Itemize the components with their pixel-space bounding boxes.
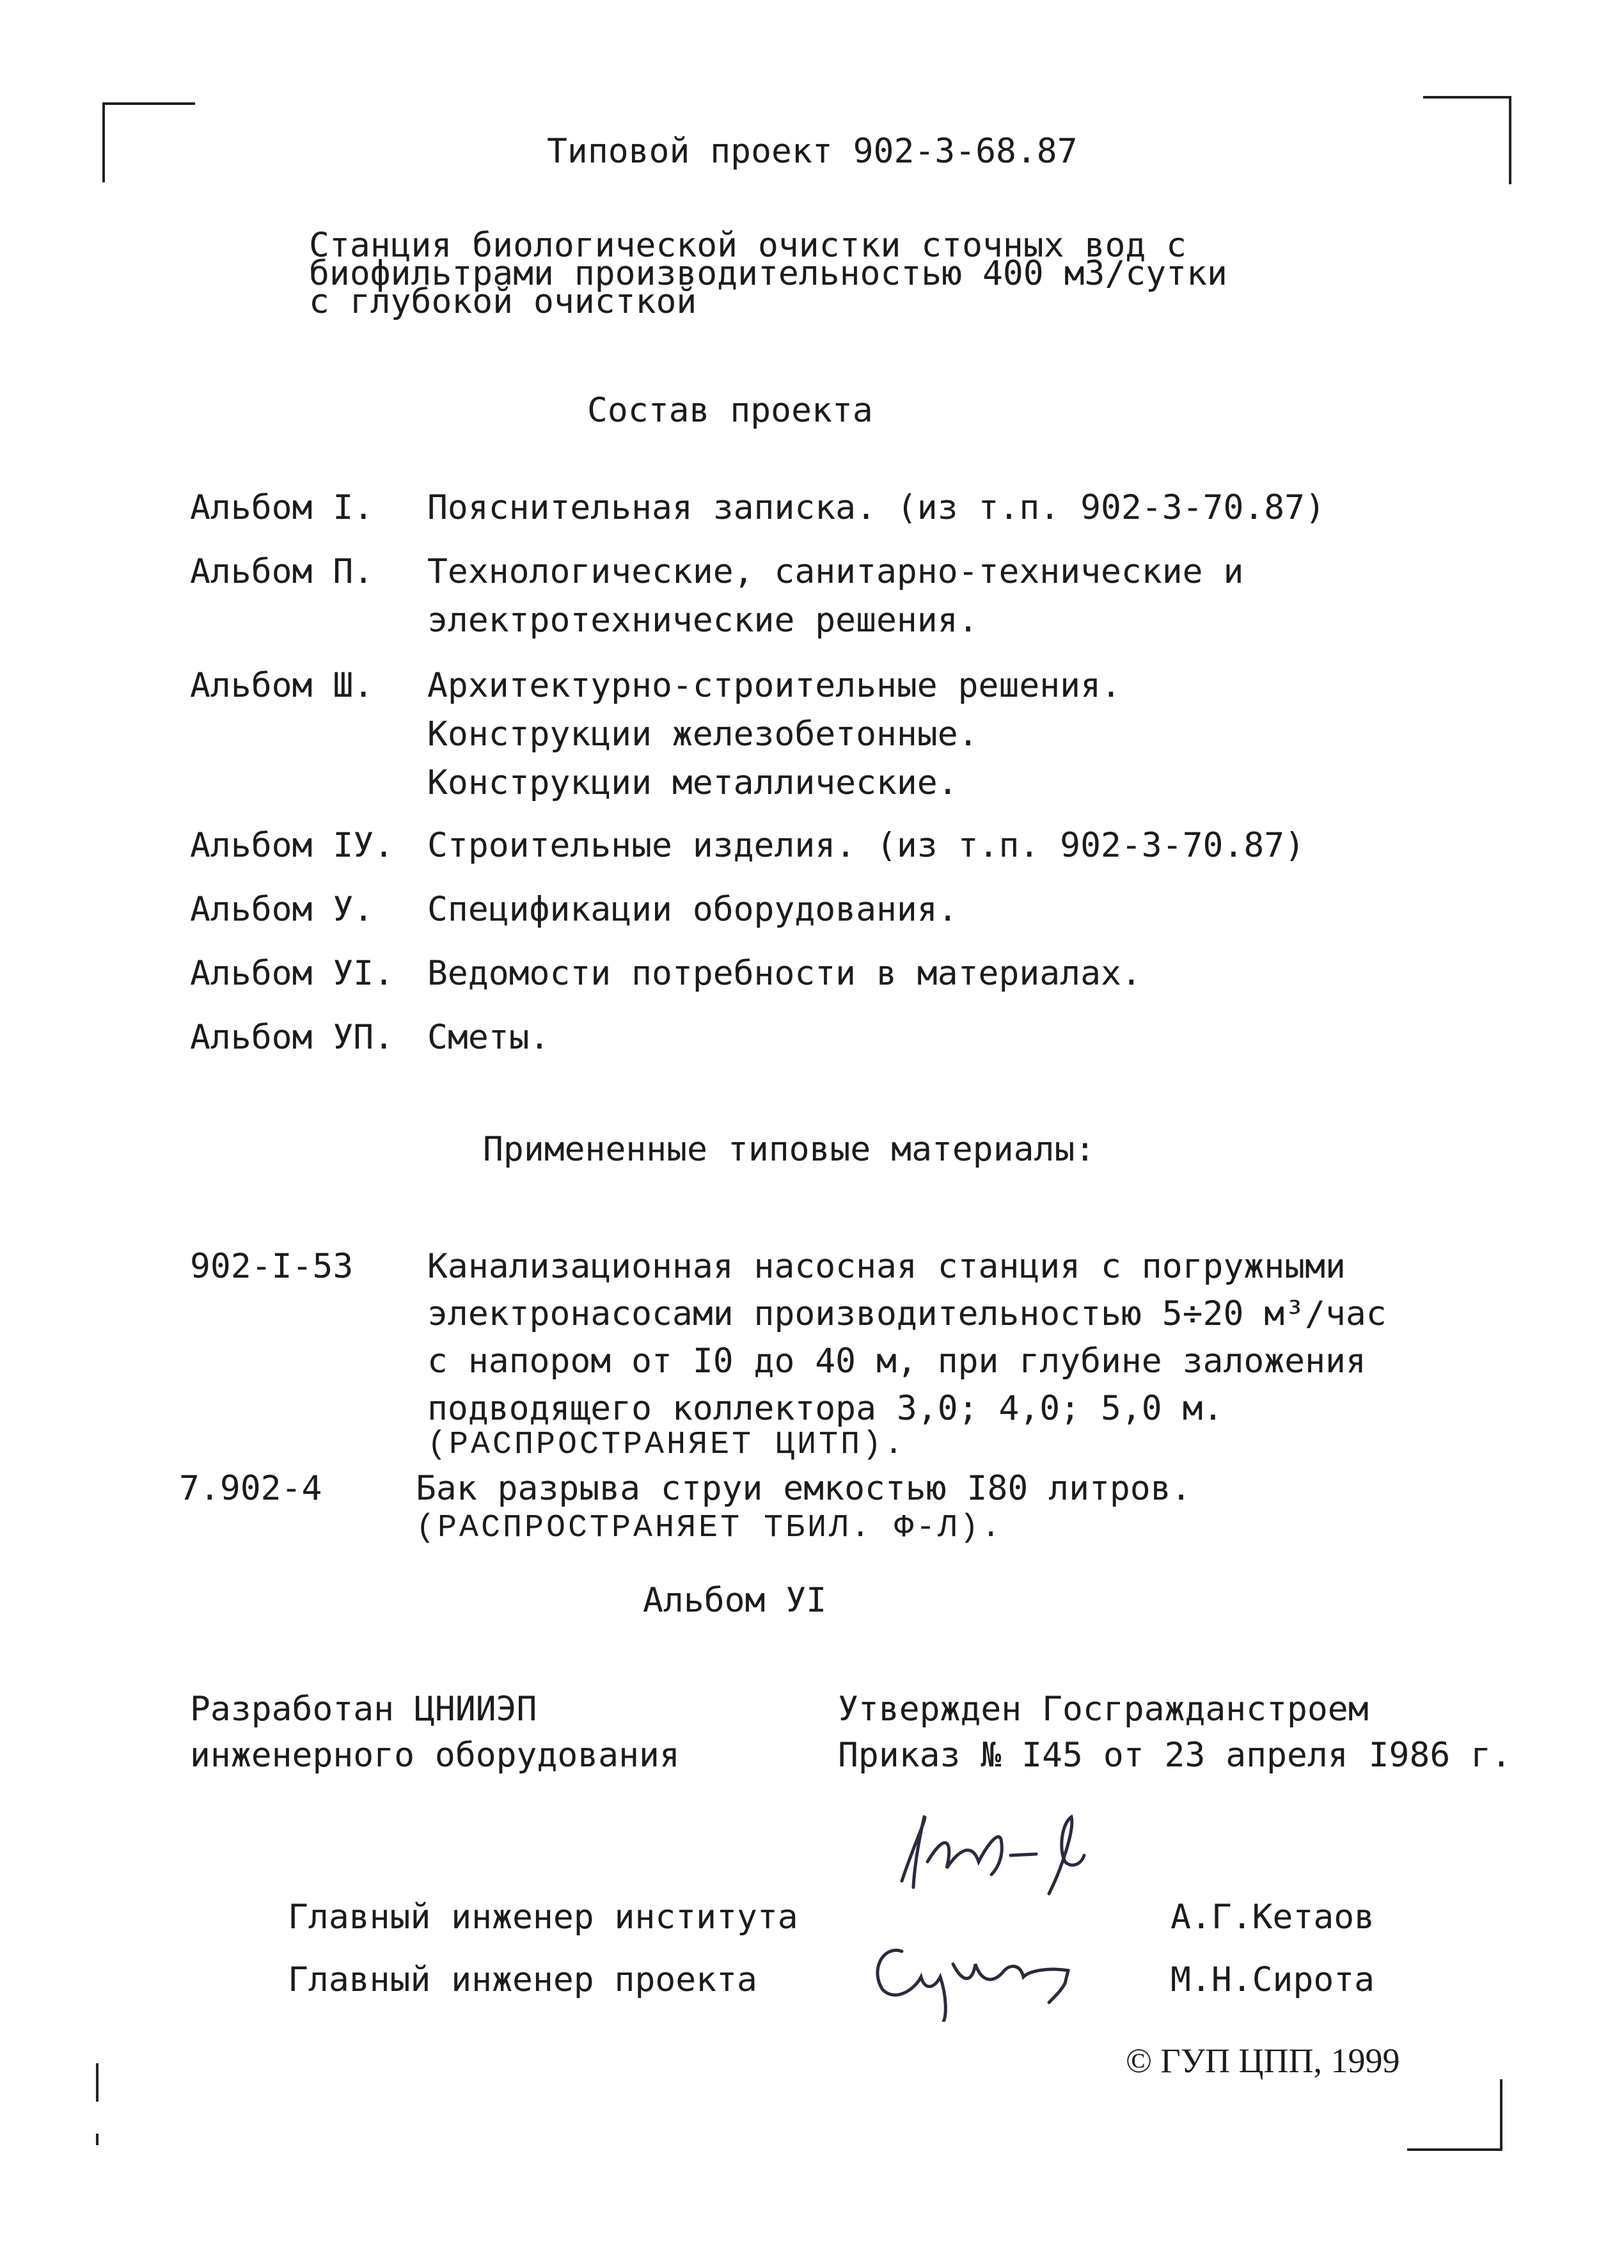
album-text-4: Строительные изделия. (из т.п. 902-3-70.87) (427, 826, 1305, 865)
corner-mark-bottom-left-v (96, 2063, 99, 2102)
corner-mark-top-left-v (102, 102, 105, 182)
album-text-5: Спецификации оборудования. (427, 890, 958, 929)
corner-mark-top-left-h (102, 102, 195, 105)
album-current: Альбом УI (643, 1581, 827, 1620)
corner-mark-top-right-v (1509, 96, 1511, 184)
materials-heading: Примененные типовые материалы: (483, 1130, 1096, 1169)
corner-mark-top-right-h (1423, 96, 1511, 99)
material-note-2: (РАСПРОСТРАНЯЕТ ТБИЛ. Ф-Л). (416, 1510, 1004, 1546)
copyright: © ГУП ЦПП, 1999 (1126, 2042, 1400, 2080)
album-label-1: Альбом I. (190, 488, 374, 527)
material-text-1a: Канализационная насосная станция с погружными (427, 1247, 1346, 1286)
project-number: Типовой проект 902-3-68.87 (547, 132, 1078, 171)
material-text-1c: с напором от I0 до 40 м, при глубине заложения (427, 1342, 1366, 1381)
album-label-6: Альбом УI. (190, 954, 395, 993)
album-label-3: Альбом Ш. (190, 666, 374, 705)
corner-mark-bottom-right-v (1500, 2079, 1502, 2150)
album-text-6: Ведомости потребности в материалах. (427, 954, 1142, 993)
album-label-7: Альбом УП. (190, 1018, 395, 1057)
corner-mark-bottom-right-h (1407, 2148, 1502, 2151)
material-note-1: (РАСПРОСТРАНЯЕТ ЦИТП). (427, 1427, 906, 1463)
title-line-3: с глубокой очисткой (309, 282, 697, 321)
album-text-3a: Архитектурно-строительные решения. (427, 666, 1121, 705)
title-line-2: биофильтрами производительностью 400 м3/сутки (309, 254, 1227, 293)
title-line-1: Станция биологической очистки сточных вод с (309, 226, 1187, 265)
album-text-1: Пояснительная записка. (из т.п. 902-3-70.87) (427, 488, 1325, 527)
album-label-4: Альбом IУ. (190, 826, 395, 865)
developed-line-1: Разработан ЦНИИЭП (190, 1690, 537, 1729)
material-text-1b: электронасосами производительностью 5÷20 м³/час (427, 1294, 1387, 1333)
approved-line-1: Утвержден Госгражданстроем (838, 1690, 1369, 1729)
signature-sirota (857, 1926, 1113, 2022)
approved-line-2: Приказ № I45 от 23 апреля I986 г. (838, 1736, 1511, 1775)
signatory-name-1: А.Г.Кетаов (1171, 1898, 1375, 1937)
album-text-3b: Конструкции железобетонные. (427, 715, 979, 754)
material-code-2: 7.902-4 (179, 1469, 322, 1508)
album-label-2: Альбом П. (190, 552, 374, 591)
corner-mark-bottom-left-dot (96, 2134, 99, 2145)
material-code-1: 902-I-53 (190, 1247, 354, 1286)
album-text-2b: электротехнические решения. (427, 601, 979, 640)
composition-heading: Состав проекта (587, 391, 873, 430)
signatory-role-1: Главный инженер института (288, 1898, 798, 1937)
material-text-1d: подводящего коллектора 3,0; 4,0; 5,0 м. (427, 1389, 1224, 1428)
album-text-2a: Технологические, санитарно-технические и (427, 552, 1244, 591)
album-label-5: Альбом У. (190, 890, 374, 929)
signatory-role-2: Главный инженер проекта (288, 1960, 757, 1999)
material-text-2a: Бак разрыва струи емкостью I80 литров. (416, 1469, 1192, 1508)
album-text-3c: Конструкции металлические. (427, 763, 958, 802)
album-text-7: Сметы. (427, 1018, 550, 1057)
signature-ketaov (889, 1804, 1107, 1907)
signatory-name-2: М.Н.Сирота (1171, 1960, 1375, 1999)
developed-line-2: инженерного оборудования (190, 1736, 680, 1775)
